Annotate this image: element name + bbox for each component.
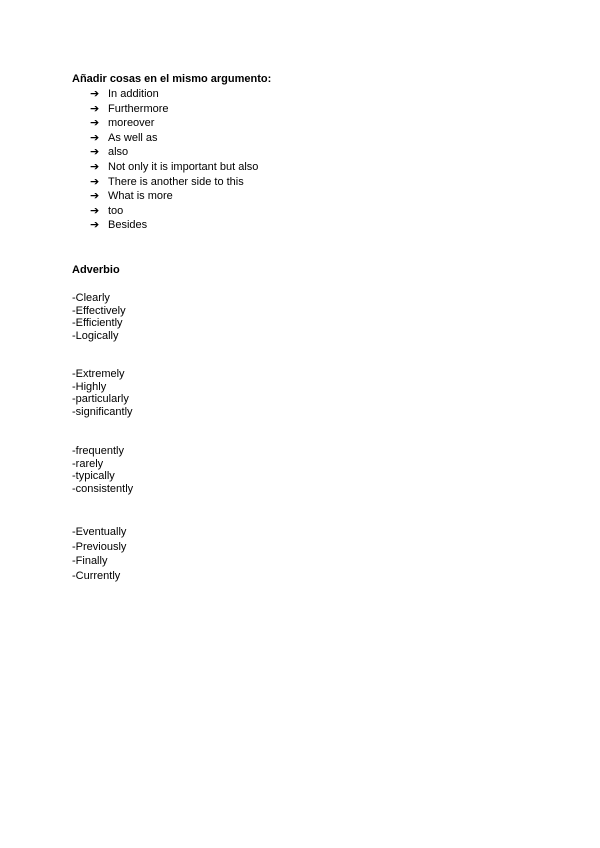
list-item: -Eventually (72, 526, 127, 538)
list-item: -Currently (72, 569, 121, 582)
arrow-right-icon: ➔ (90, 102, 100, 115)
adverb-group-1 (72, 292, 126, 343)
list-item: -Effectively (72, 304, 126, 317)
list-item (90, 175, 258, 190)
list-item: -rarely (72, 457, 104, 470)
list-item-label: There is another side to this (108, 175, 244, 188)
arrow-right-icon: ➔ (90, 204, 100, 217)
list-item-label: In addition (108, 88, 159, 100)
list-item: -frequently (72, 445, 124, 457)
list-item: -particularly (72, 393, 129, 406)
arrow-right-icon: ➔ (90, 175, 100, 188)
list-item: -Highly (72, 380, 107, 393)
list-item-label: too (108, 204, 124, 217)
list-item: -typically (72, 470, 115, 483)
connector-list (90, 87, 258, 233)
adverb-group-3 (72, 445, 133, 496)
list-item (90, 145, 258, 160)
list-item (90, 87, 258, 102)
arrow-right-icon: ➔ (90, 146, 100, 159)
section-heading-adverbio: Adverbio (72, 264, 120, 276)
list-item (90, 131, 258, 146)
adverb-group-4 (72, 525, 126, 583)
list-item (90, 189, 258, 204)
list-item: -Finally (72, 555, 108, 568)
arrow-right-icon: ➔ (90, 131, 100, 144)
arrow-right-icon: ➔ (90, 219, 100, 232)
list-item (90, 102, 258, 117)
arrow-right-icon: ➔ (90, 88, 100, 100)
arrow-right-icon: ➔ (90, 160, 100, 173)
list-item-label: also (108, 146, 129, 159)
list-item: -Extremely (72, 368, 125, 380)
list-item: -significantly (72, 406, 133, 419)
section-heading-connectors: Añadir cosas en el mismo argumento: (72, 73, 272, 85)
list-item: -consistently (72, 483, 134, 496)
adverb-group-2 (72, 368, 133, 419)
list-item-label: Besides (108, 219, 148, 232)
list-item (90, 218, 258, 233)
list-item-label: Not only it is important but also (108, 160, 259, 173)
list-item-label: Furthermore (108, 102, 169, 115)
list-item: -Efficiently (72, 317, 123, 330)
list-item-label: moreover (108, 117, 155, 130)
list-item: -Previously (72, 540, 127, 553)
arrow-right-icon: ➔ (90, 117, 100, 130)
arrow-right-icon: ➔ (90, 190, 100, 203)
list-item: -Logically (72, 330, 119, 343)
list-item (90, 116, 258, 131)
list-item (90, 160, 258, 175)
list-item: -Clearly (72, 292, 110, 304)
list-item-label: As well as (108, 131, 158, 144)
list-item-label: What is more (108, 190, 173, 203)
list-item (90, 204, 258, 219)
